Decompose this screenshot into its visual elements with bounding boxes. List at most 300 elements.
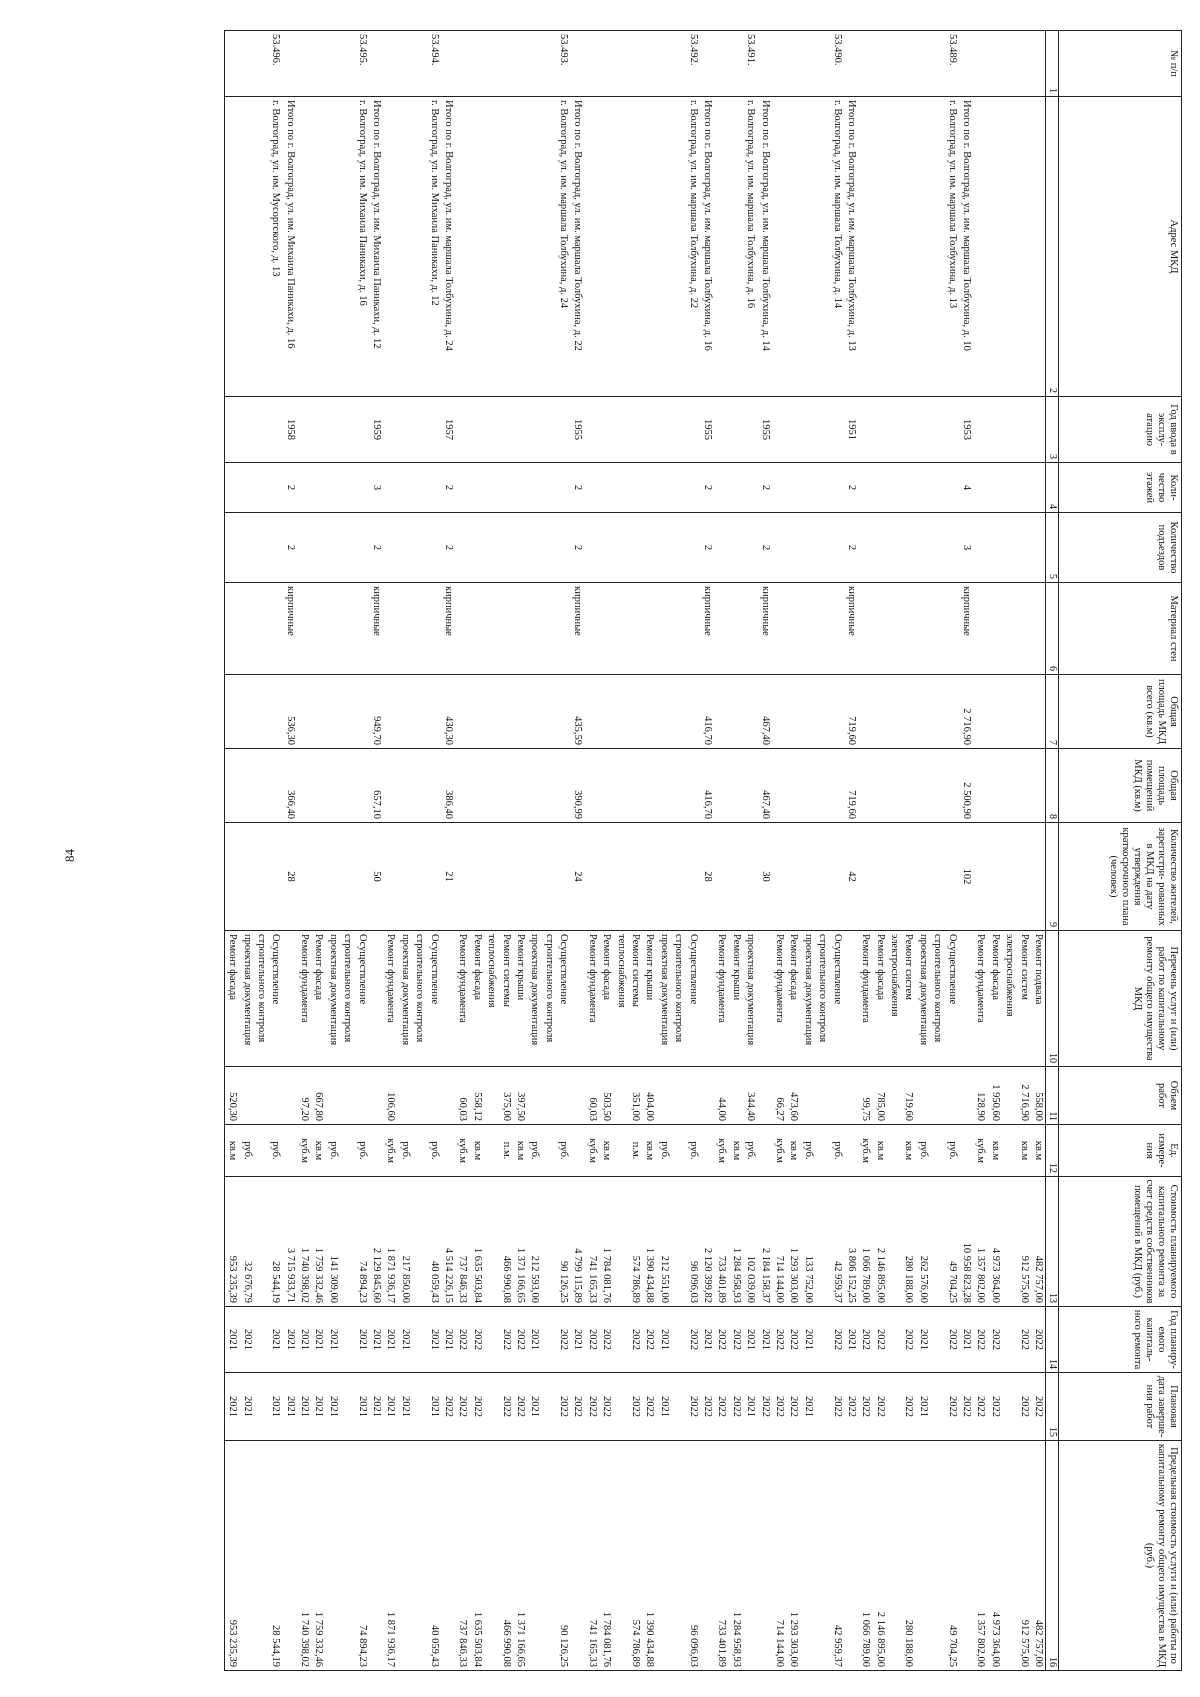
- table-cell: п.м.: [628, 1125, 642, 1177]
- table-row: [325, 31, 339, 1671]
- table-cell: 3: [369, 463, 383, 513]
- table-cell: [656, 513, 670, 583]
- table-cell: [513, 397, 527, 463]
- table-cell: [354, 463, 368, 513]
- table-cell: 28: [282, 823, 296, 931]
- table-cell: [944, 513, 958, 583]
- table-cell: [829, 749, 843, 823]
- table-cell: [930, 97, 944, 397]
- table-cell: [599, 675, 613, 749]
- table-cell: 1 740 398,02: [297, 1177, 311, 1307]
- table-cell: кирпичные: [369, 583, 383, 675]
- column-header: Материал стен: [1059, 583, 1182, 675]
- table-cell: [541, 397, 555, 463]
- table-cell: строительного контроля: [541, 931, 555, 1067]
- table-cell: Осуществление: [268, 931, 282, 1067]
- table-cell: [743, 675, 757, 749]
- table-cell: [973, 583, 987, 675]
- table-cell: [397, 97, 411, 397]
- table-cell: [541, 1373, 555, 1441]
- table-cell: Ремонт крыши: [513, 931, 527, 1067]
- table-cell: [700, 1125, 714, 1177]
- table-cell: [239, 583, 253, 675]
- table-cell: [872, 513, 886, 583]
- table-cell: Ремонт фундамента: [297, 931, 311, 1067]
- table-cell: г. Волгоград, ул. им. маршала Толбухина, д. 14: [829, 97, 843, 397]
- table-cell: 714 144,00: [772, 1441, 786, 1671]
- table-cell: [915, 583, 929, 675]
- table-cell: [441, 1441, 455, 1671]
- table-cell: куб.м: [455, 1125, 469, 1177]
- table-cell: [541, 749, 555, 823]
- table-cell: 467,40: [757, 749, 771, 823]
- table-cell: [887, 1373, 901, 1441]
- table-cell: [671, 583, 685, 675]
- table-cell: руб.: [944, 1125, 958, 1177]
- table-cell: [239, 31, 253, 97]
- table-row: [570, 31, 584, 1671]
- table-cell: [786, 749, 800, 823]
- table-row: [700, 31, 714, 1671]
- table-cell: [484, 1373, 498, 1441]
- table-cell: Ремонт систем: [901, 931, 915, 1067]
- table-cell: 40 059,43: [426, 1177, 440, 1307]
- table-cell: [944, 675, 958, 749]
- table-cell: Ремонт систем: [1016, 931, 1030, 1067]
- table-cell: 1958: [282, 397, 296, 463]
- table-cell: 430,30: [441, 675, 455, 749]
- table-cell: [944, 823, 958, 931]
- table-cell: [930, 463, 944, 513]
- table-cell: [397, 513, 411, 583]
- table-cell: куб.м: [383, 1125, 397, 1177]
- table-cell: [585, 823, 599, 931]
- table-cell: 53.494.: [426, 31, 440, 97]
- table-cell: 1955: [700, 397, 714, 463]
- table-cell: [513, 749, 527, 823]
- table-cell: [325, 1441, 339, 1671]
- table-cell: [1016, 583, 1030, 675]
- table-cell: кирпичные: [757, 583, 771, 675]
- table-cell: 741 165,33: [585, 1441, 599, 1671]
- table-cell: [1031, 97, 1046, 397]
- table-cell: [469, 583, 483, 675]
- table-cell: [1002, 97, 1016, 397]
- table-cell: Ремонт фундамента: [585, 931, 599, 1067]
- table-cell: [829, 583, 843, 675]
- table-cell: 217 850,00: [397, 1177, 411, 1307]
- table-row: [757, 31, 771, 1671]
- table-cell: [354, 749, 368, 823]
- table-cell: 667,80: [311, 1067, 325, 1125]
- table-cell: [369, 1067, 383, 1125]
- table-cell: 2: [700, 463, 714, 513]
- table-cell: 2022: [786, 1307, 800, 1373]
- table-cell: [685, 513, 699, 583]
- table-cell: 53.492.: [685, 31, 699, 97]
- table-cell: [541, 1125, 555, 1177]
- table-row: [383, 31, 397, 1671]
- table-cell: [383, 31, 397, 97]
- column-number: 4: [1046, 463, 1059, 513]
- table-cell: 2022: [772, 1307, 786, 1373]
- table-cell: [685, 1067, 699, 1125]
- table-cell: 733 401,89: [714, 1177, 728, 1307]
- table-cell: 520,30: [224, 1067, 239, 1125]
- table-cell: [455, 583, 469, 675]
- table-cell: 90 126,25: [556, 1177, 570, 1307]
- table-cell: [541, 31, 555, 97]
- table-cell: [397, 1441, 411, 1671]
- table-cell: [700, 1067, 714, 1125]
- table-cell: [325, 1067, 339, 1125]
- table-cell: 574 786,89: [628, 1177, 642, 1307]
- table-cell: [959, 1125, 973, 1177]
- table-cell: [311, 749, 325, 823]
- table-cell: [901, 31, 915, 97]
- table-cell: 2022: [599, 1307, 613, 1373]
- table-cell: Осуществление: [556, 931, 570, 1067]
- table-cell: [815, 1067, 829, 1125]
- table-cell: Ремонт фасада: [987, 931, 1001, 1067]
- table-cell: [728, 397, 742, 463]
- table-cell: [254, 463, 268, 513]
- table-cell: 2022: [901, 1373, 915, 1441]
- table-cell: [311, 583, 325, 675]
- table-cell: кв.м: [513, 1125, 527, 1177]
- table-cell: [887, 97, 901, 397]
- table-cell: кирпичные: [844, 583, 858, 675]
- table-cell: [484, 1177, 498, 1307]
- table-cell: 657,10: [369, 749, 383, 823]
- table-cell: 2022: [714, 1307, 728, 1373]
- table-cell: [786, 397, 800, 463]
- table-cell: [685, 823, 699, 931]
- table-cell: [239, 749, 253, 823]
- table-cell: [858, 583, 872, 675]
- table-cell: [484, 1307, 498, 1373]
- table-cell: [930, 583, 944, 675]
- table-cell: [383, 513, 397, 583]
- table-cell: [369, 931, 383, 1067]
- table-cell: [987, 463, 1001, 513]
- table-cell: [959, 31, 973, 97]
- table-cell: [498, 513, 512, 583]
- table-cell: 2022: [1016, 1307, 1030, 1373]
- table-cell: 719,60: [901, 1067, 915, 1125]
- table-cell: [354, 1067, 368, 1125]
- table-row: [412, 31, 426, 1671]
- table-cell: 2022: [872, 1307, 886, 1373]
- table-cell: [297, 397, 311, 463]
- table-cell: 2021: [800, 1373, 814, 1441]
- table-cell: [642, 31, 656, 97]
- table-cell: [944, 397, 958, 463]
- table-cell: [426, 397, 440, 463]
- table-cell: [656, 1441, 670, 1671]
- column-number: 12: [1046, 1125, 1059, 1177]
- column-number: 7: [1046, 675, 1059, 749]
- table-cell: 1 066 789,00: [858, 1441, 872, 1671]
- table-cell: кв.м: [224, 1125, 239, 1177]
- column-header: Общая площадь МКД всего (кв.м): [1059, 675, 1182, 749]
- table-cell: 416,70: [700, 675, 714, 749]
- table-cell: 262 576,00: [915, 1177, 929, 1307]
- table-row: [297, 31, 311, 1671]
- table-cell: [944, 1067, 958, 1125]
- table-cell: [1002, 1441, 1016, 1671]
- table-cell: [556, 823, 570, 931]
- table-cell: [987, 823, 1001, 931]
- table-cell: 2 129 845,60: [369, 1177, 383, 1307]
- column-header: Стоимость планируемого капитального ремонта за счет средств собственников помещений в МКД (руб.): [1059, 1177, 1182, 1307]
- table-cell: [772, 513, 786, 583]
- table-cell: [541, 97, 555, 397]
- table-cell: [541, 1177, 555, 1307]
- table-cell: [599, 97, 613, 397]
- table-cell: [714, 513, 728, 583]
- table-cell: [513, 823, 527, 931]
- table-cell: [613, 97, 627, 397]
- table-cell: [887, 583, 901, 675]
- table-cell: [585, 97, 599, 397]
- table-cell: 351,00: [628, 1067, 642, 1125]
- table-cell: 1953: [959, 397, 973, 463]
- table-cell: [829, 675, 843, 749]
- table-cell: [728, 463, 742, 513]
- table-cell: [1016, 31, 1030, 97]
- table-cell: [642, 513, 656, 583]
- table-cell: 42: [844, 823, 858, 931]
- table-cell: [915, 463, 929, 513]
- table-cell: [268, 1067, 282, 1125]
- table-cell: [527, 1441, 541, 1671]
- table-cell: [613, 513, 627, 583]
- table-cell: [224, 397, 239, 463]
- table-cell: 99,75: [858, 1067, 872, 1125]
- table-cell: [397, 675, 411, 749]
- table-cell: [412, 1373, 426, 1441]
- table-row: [815, 31, 829, 1671]
- table-cell: [1016, 513, 1030, 583]
- column-number: 16: [1046, 1441, 1059, 1671]
- table-cell: электроснабжения: [887, 931, 901, 1067]
- table-cell: [1031, 583, 1046, 675]
- column-header: Предельная стоимость услуги и (или) работы по капитальному ремонту общего имущества в МКД (руб.): [1059, 1441, 1182, 1671]
- table-cell: [772, 583, 786, 675]
- table-cell: [340, 1307, 354, 1373]
- table-cell: Ремонт фасада: [469, 931, 483, 1067]
- table-header-row: [1059, 31, 1182, 1671]
- table-cell: [915, 513, 929, 583]
- table-cell: 2022: [772, 1373, 786, 1441]
- column-header: Год ввода в эксплу- атацию: [1059, 397, 1182, 463]
- table-cell: [556, 1067, 570, 1125]
- table-cell: [570, 1067, 584, 1125]
- table-cell: [973, 397, 987, 463]
- table-cell: 53.495.: [354, 31, 368, 97]
- table-cell: 4 973 364,00: [987, 1441, 1001, 1671]
- table-cell: [412, 1307, 426, 1373]
- table-cell: [268, 463, 282, 513]
- table-cell: [239, 97, 253, 397]
- table-cell: [513, 31, 527, 97]
- table-cell: [599, 397, 613, 463]
- table-cell: [743, 1441, 757, 1671]
- table-cell: [901, 397, 915, 463]
- table-row: [369, 31, 383, 1671]
- table-cell: 2021: [311, 1373, 325, 1441]
- table-cell: [527, 397, 541, 463]
- table-cell: [815, 1307, 829, 1373]
- table-cell: Ремонт фундамента: [714, 931, 728, 1067]
- table-cell: [311, 513, 325, 583]
- table-cell: Итого по г. Волгоград, ул. им. Михаила Паникахи, д. 16: [282, 97, 296, 397]
- table-cell: [441, 1125, 455, 1177]
- table-cell: 4 799 115,89: [570, 1177, 584, 1307]
- table-cell: [901, 97, 915, 397]
- table-cell: [254, 31, 268, 97]
- table-cell: Итого по г. Волгоград, ул. им. маршала Толбухина, д. 24: [441, 97, 455, 397]
- table-cell: [455, 31, 469, 97]
- table-cell: [527, 97, 541, 397]
- table-row: [915, 31, 929, 1671]
- table-cell: [815, 823, 829, 931]
- table-cell: 2021: [915, 1373, 929, 1441]
- table-cell: [311, 823, 325, 931]
- table-cell: [513, 675, 527, 749]
- table-cell: 482 757,00: [1031, 1441, 1046, 1671]
- table-cell: куб.м: [297, 1125, 311, 1177]
- table-cell: [541, 675, 555, 749]
- table-cell: [484, 749, 498, 823]
- table-cell: Осуществление: [426, 931, 440, 1067]
- table-cell: [685, 583, 699, 675]
- table-cell: [340, 1441, 354, 1671]
- table-cell: 2021: [311, 1307, 325, 1373]
- table-cell: [685, 749, 699, 823]
- table-cell: [815, 1125, 829, 1177]
- table-cell: 128,90: [973, 1067, 987, 1125]
- table-cell: 2022: [829, 1307, 843, 1373]
- table-cell: 2 146 895,00: [872, 1177, 886, 1307]
- table-cell: [1016, 675, 1030, 749]
- table-cell: [671, 1067, 685, 1125]
- table-cell: [282, 1125, 296, 1177]
- table-cell: [613, 749, 627, 823]
- table-cell: [973, 749, 987, 823]
- table-cell: [1031, 513, 1046, 583]
- column-header: Объем работ: [1059, 1067, 1182, 1125]
- table-cell: [412, 1067, 426, 1125]
- table-cell: [254, 513, 268, 583]
- table-cell: [513, 463, 527, 513]
- table-row: [944, 31, 958, 1671]
- table-cell: [815, 97, 829, 397]
- table-cell: [426, 675, 440, 749]
- table-cell: [469, 823, 483, 931]
- table-cell: [656, 583, 670, 675]
- table-cell: [671, 1125, 685, 1177]
- table-cell: 473,60: [786, 1067, 800, 1125]
- table-cell: [340, 823, 354, 931]
- table-cell: [844, 1125, 858, 1177]
- table-cell: [671, 463, 685, 513]
- table-cell: [887, 749, 901, 823]
- table-row: [527, 31, 541, 1671]
- table-cell: [887, 1125, 901, 1177]
- table-cell: [469, 513, 483, 583]
- table-cell: [628, 583, 642, 675]
- table-cell: [254, 749, 268, 823]
- table-cell: [484, 1067, 498, 1125]
- table-cell: руб.: [656, 1125, 670, 1177]
- table-cell: [858, 513, 872, 583]
- table-cell: [700, 931, 714, 1067]
- table-cell: [383, 675, 397, 749]
- table-cell: [930, 1373, 944, 1441]
- table-cell: 1 950,60: [987, 1067, 1001, 1125]
- table-cell: 2: [570, 513, 584, 583]
- column-number: 3: [1046, 397, 1059, 463]
- table-cell: [642, 583, 656, 675]
- table-cell: [441, 1067, 455, 1125]
- table-cell: 737 846,33: [455, 1177, 469, 1307]
- table-cell: [397, 397, 411, 463]
- table-cell: 2022: [642, 1373, 656, 1441]
- column-number: 13: [1046, 1177, 1059, 1307]
- table-cell: [973, 463, 987, 513]
- table-cell: 2021: [297, 1307, 311, 1373]
- table-cell: [599, 513, 613, 583]
- table-cell: 2021: [383, 1373, 397, 1441]
- table-cell: 212 593,00: [527, 1177, 541, 1307]
- table-cell: 2: [700, 513, 714, 583]
- table-cell: [527, 823, 541, 931]
- table-cell: [628, 823, 642, 931]
- table-cell: [887, 397, 901, 463]
- table-cell: 2022: [959, 1373, 973, 1441]
- table-cell: [484, 675, 498, 749]
- table-cell: Ремонт системы: [628, 931, 642, 1067]
- table-cell: [469, 31, 483, 97]
- table-cell: [239, 397, 253, 463]
- column-header: Общая площадь помещений МКД (кв.м): [1059, 749, 1182, 823]
- table-cell: 2022: [498, 1373, 512, 1441]
- table-cell: [844, 1441, 858, 1671]
- table-cell: проектная документация: [656, 931, 670, 1067]
- table-cell: [858, 97, 872, 397]
- table-cell: [887, 823, 901, 931]
- table-cell: 1 371 166,65: [513, 1177, 527, 1307]
- table-cell: [772, 749, 786, 823]
- table-cell: руб.: [800, 1125, 814, 1177]
- table-cell: [858, 31, 872, 97]
- table-cell: 2 146 895,00: [872, 1441, 886, 1671]
- table-cell: [800, 1441, 814, 1671]
- table-cell: [254, 1307, 268, 1373]
- table-cell: руб.: [268, 1125, 282, 1177]
- table-cell: п.м.: [498, 1125, 512, 1177]
- table-cell: [412, 397, 426, 463]
- table-cell: 2022: [728, 1307, 742, 1373]
- table-cell: [556, 513, 570, 583]
- table-cell: 66,27: [772, 1067, 786, 1125]
- table-cell: 28 544,19: [268, 1177, 282, 1307]
- table-cell: 2022: [441, 1373, 455, 1441]
- table-cell: [412, 1125, 426, 1177]
- table-cell: 102 039,00: [743, 1177, 757, 1307]
